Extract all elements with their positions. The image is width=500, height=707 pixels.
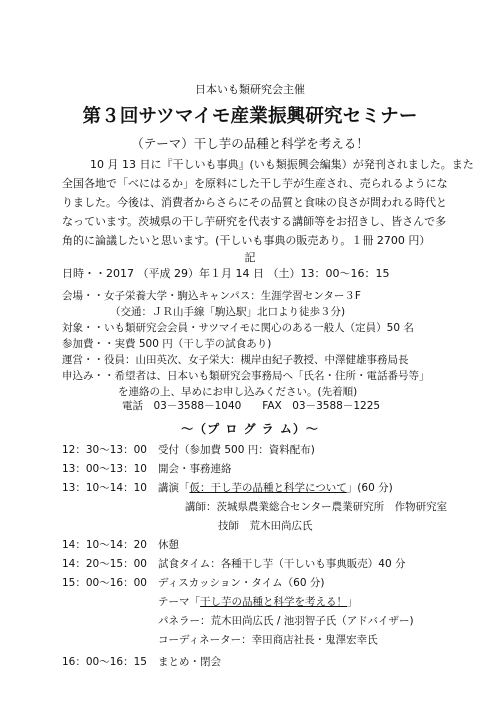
schedule-desc: 技師 荒木田尚広氏: [218, 520, 313, 532]
organizer-line: 日本いも類研究会主催: [195, 83, 305, 96]
info-apply: 申込み・・希望者は、日本いも類研究会事務局へ「氏名・住所・電話番号等」: [62, 370, 430, 382]
schedule-time: 14：20～15：00: [62, 558, 147, 570]
page-title: 第３回サツマイモ産業振興研究セミナー: [82, 106, 418, 127]
intro-line: 全国各地で「べにはるか」を原料にした干し芋が生産され、売られるようにな: [62, 177, 448, 190]
info-date: 日時・・2017 （平成 29）年１月 14 日 （土）13：00～16：15: [62, 267, 390, 280]
intro-line: 10 月 13 日に『干しいも事典』(いも類振興会編集）が発刊されました。また: [90, 158, 474, 171]
intro-line: なっています。茨城県の干し芋研究を代表する講師等をお招きし、皆さんで多: [62, 215, 447, 228]
schedule-time: 13：10～14：10: [62, 482, 147, 494]
schedule-desc: [158, 480, 393, 495]
program-heading: ～（プ ロ グ ラ ム）～: [181, 422, 319, 436]
schedule-desc: 休憩: [158, 539, 179, 551]
schedule-desc: ディスカッション・タイム（60 分): [158, 577, 325, 589]
info-staff: 運営・・役員：山田英次、女子栄大：槻岸由紀子教授、中澤健雄事務局長: [62, 354, 409, 366]
schedule-time: 14：10～14：20: [62, 539, 147, 551]
info-access: （交通：ＪＲ山手線「駒込駅」北口より徒歩３分): [110, 306, 346, 318]
lecture-suffix: 」(60 分): [346, 482, 393, 494]
schedule-desc: 講師：茨城県農業総合センター農業研究所 作物研究室: [185, 501, 448, 513]
lecture-prefix: 講演「: [158, 482, 190, 494]
schedule-desc: 試食タイム：各種干し芋（干しいも事典販売）40 分: [158, 558, 406, 570]
schedule-desc: [158, 594, 358, 609]
schedule-time: 13：00～13：10: [62, 463, 147, 475]
ki-marker: 記: [244, 251, 256, 264]
theme-line: （テーマ）干し芋の品種と科学を考える！: [131, 136, 369, 151]
info-fee: 参加費・・実費 500 円（干し芋の試食あり): [62, 338, 272, 350]
schedule-time: 16：00～16：15: [62, 656, 147, 668]
schedule-time: 12：30～13：00: [62, 444, 147, 456]
intro-line: りました。今後は、消費者からさらにその品質と食味の良さが問われる時代と: [62, 196, 447, 209]
info-apply-cont: を連絡の上、早めにお申し込みください。(先着順): [118, 386, 358, 398]
schedule-desc: パネラー：荒木田尚広氏 / 池羽智子氏（アドバイザー): [158, 615, 414, 627]
schedule-desc: 開会・事務連絡: [158, 463, 232, 475]
schedule-time: 15：00～16：00: [62, 577, 147, 589]
schedule-desc: コーディネーター：幸田商店社長・鬼澤宏幸氏: [158, 634, 378, 646]
discussion-theme: 干し芋の品種と科学を考える！: [200, 596, 347, 608]
schedule-desc: まとめ・閉会: [158, 656, 221, 668]
intro-line: 角的に論議したいと思います。(干しいも事典の販売あり。１冊 2700 円）: [62, 234, 431, 247]
schedule-desc: 受付（参加費 500 円：資料配布): [158, 444, 315, 456]
info-target: 対象・・いも類研究会会員・サツマイモに関心のある一般人（定員）50 名: [62, 322, 414, 334]
info-contact: 電話 03－3588－1040 FAX 03－3588－1225: [122, 400, 381, 412]
info-venue: 会場・・女子栄養大学・駒込キャンパス：生涯学習センター３F: [62, 290, 361, 302]
theme-suffix: 」: [347, 596, 358, 608]
lecture-title: 仮：干し芋の品種と科学について: [189, 482, 347, 494]
theme-prefix: テーマ「: [158, 596, 200, 608]
